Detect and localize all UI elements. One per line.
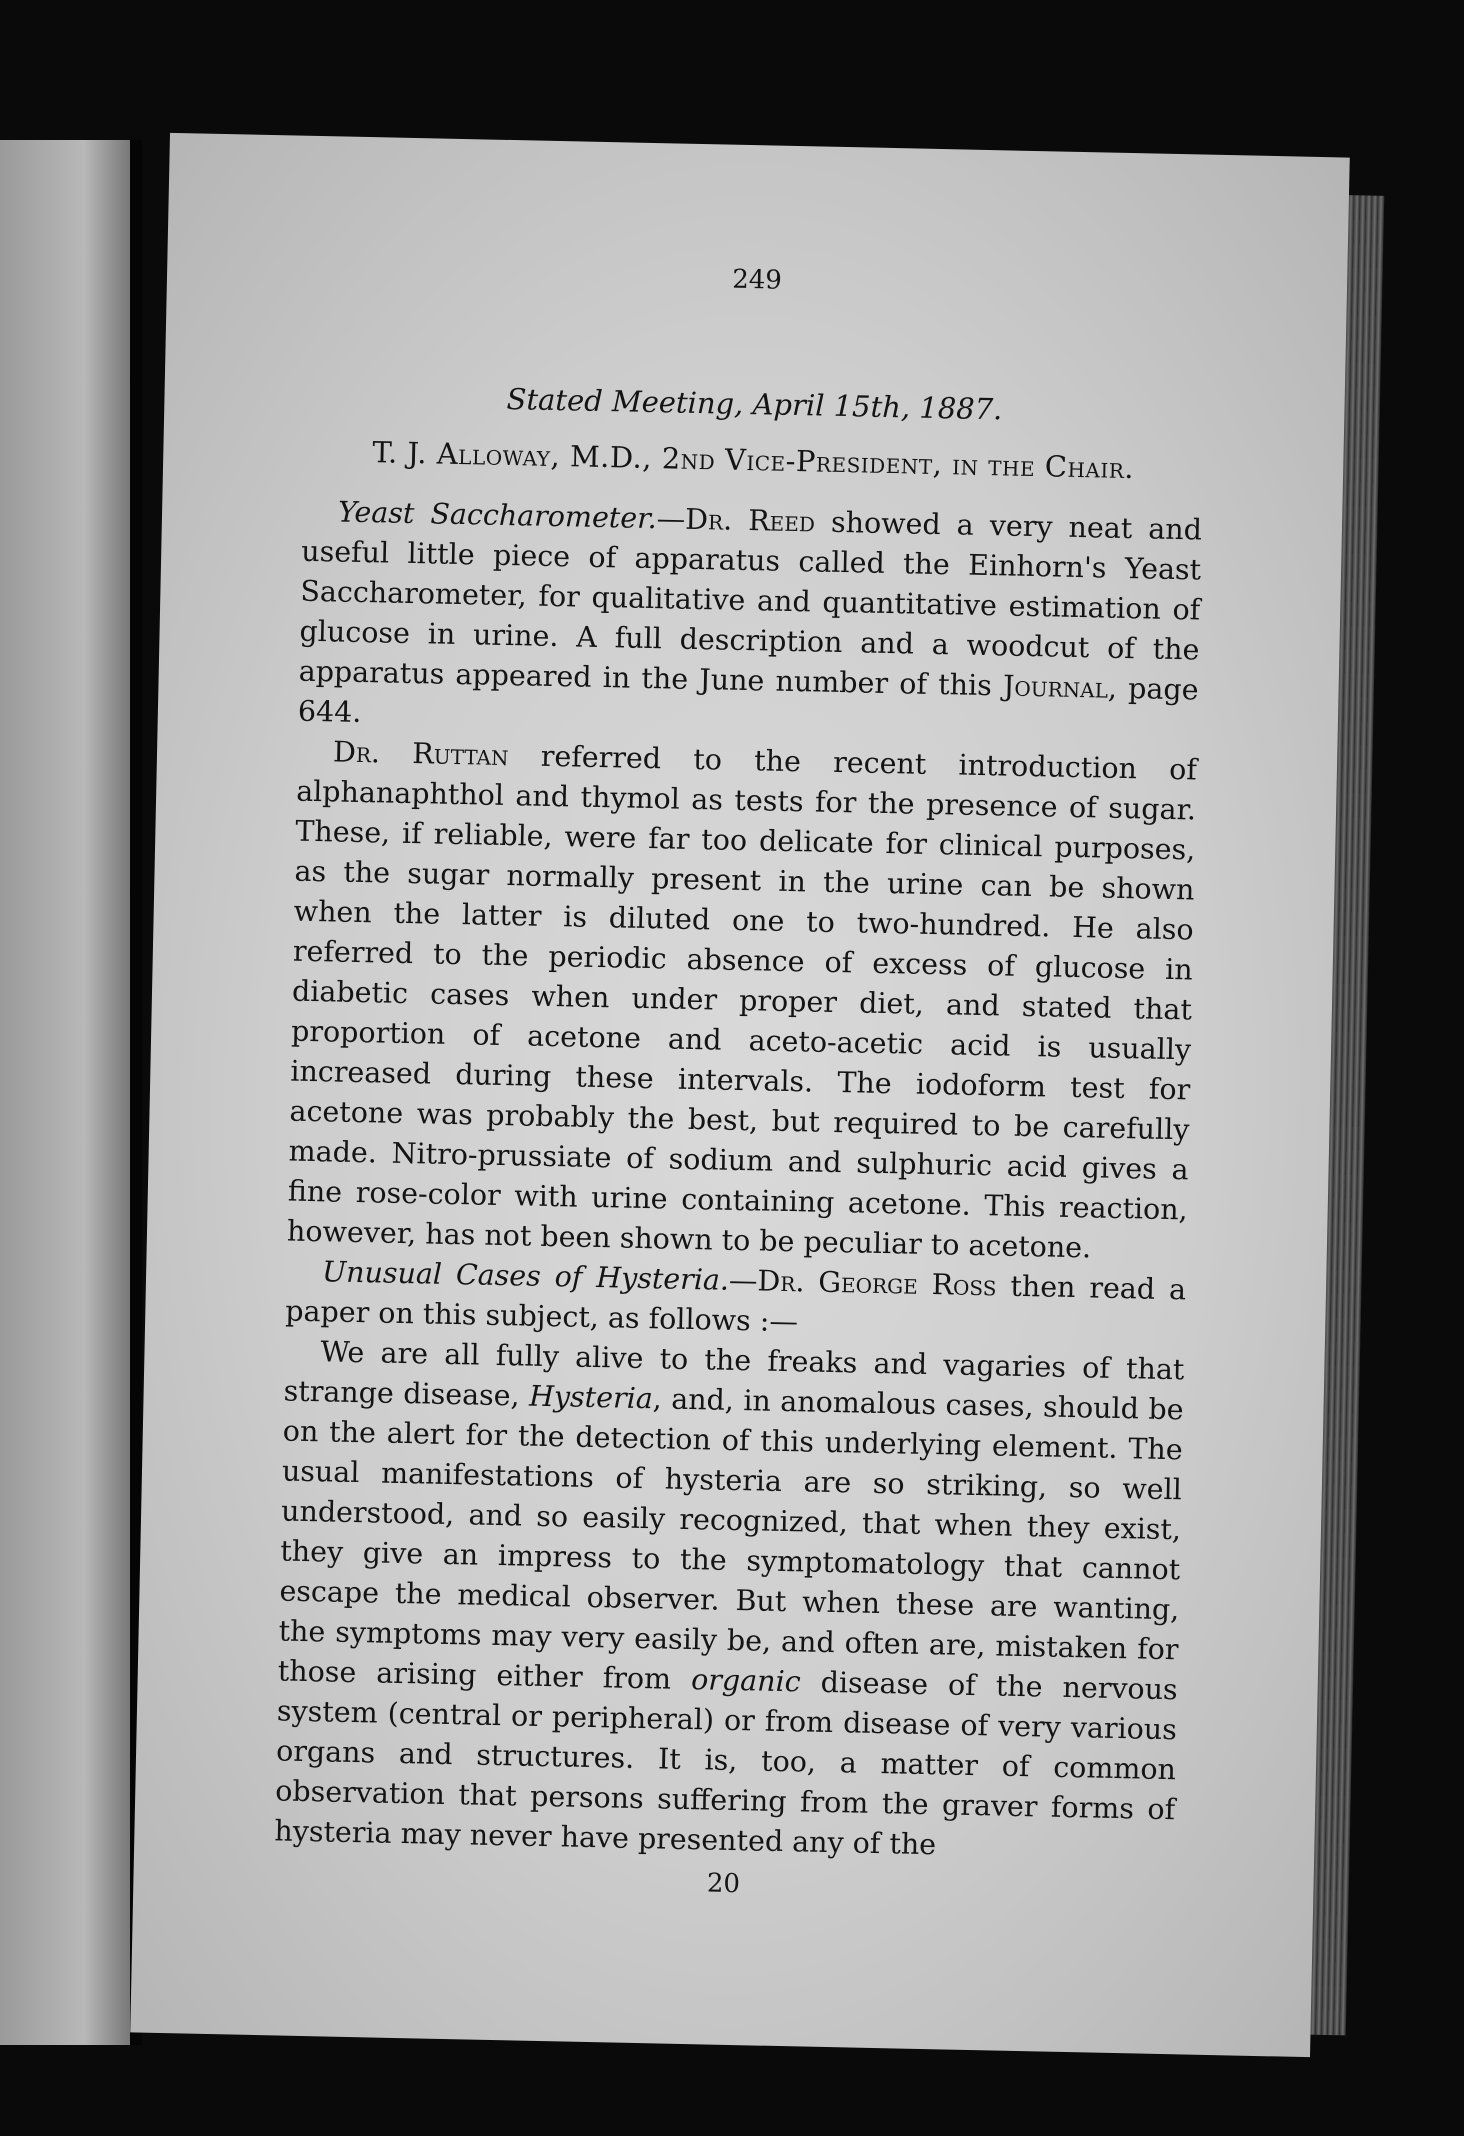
paragraph-ruttan xyxy=(287,732,1198,1271)
book-page xyxy=(130,133,1350,2057)
paragraph-text: referred to the recent introduction of alphanaphthol and thymol as tests for the presence of sugar. These, if reliable, were far too delicate for clinical purposes, as the sugar normally present in the urine can be shown when the latter is diluted one to two-hundred. He also referred to the periodic absence of excess of glucose in diabetic cases when under proper diet, and stated that proportion of acetone and aceto-acetic acid is usually increased during these intervals. The iodoform test for acetone was probably the best, but required to be carefully made. Nitro-prussiate of sodium and sulphuric acid gives a fine rose-color with urine containing acetone. This reaction, however, has not been shown to be peculiar to acetone. xyxy=(286,739,1198,1265)
paragraph-yeast-saccharometer xyxy=(298,492,1203,751)
page-number: 249 xyxy=(731,264,783,296)
speaker-name: Dr. George Ross xyxy=(757,1264,997,1303)
paragraph-text: , page 644. xyxy=(297,671,1199,729)
journal-name: Journal xyxy=(1002,669,1109,705)
page-content xyxy=(273,256,1207,1908)
paragraph-text: disease of the nervous system (central or peripheral) or from disease of very various organs and structures. It is, too, a matter of common observation that persons suffering from the graver forms of hysteria may never have presented any of the xyxy=(274,1665,1178,1862)
section-title: Yeast Saccharometer. xyxy=(337,495,658,536)
chair-line: T. J. Alloway, M.D., 2nd Vice-President, in the Chair. xyxy=(372,435,1135,486)
section-title: Unusual Cases of Hysteria. xyxy=(321,1255,730,1297)
emphasis-term: organic xyxy=(690,1663,801,1699)
signature-folio: 20 xyxy=(706,1868,741,1900)
meeting-heading: Stated Meeting, April 15th, 1887. xyxy=(506,381,1003,427)
dash: — xyxy=(656,502,686,536)
paragraph-text: showed a very neat and useful little piece of apparatus called the Einhorn's Yeast Saccharometer, for qualitative and quantitative estimation of glucose in urine. A full description and a woodcut of the apparatus appeared in the June number of this xyxy=(298,505,1203,703)
paragraph-hysteria-body xyxy=(274,1332,1185,1871)
speaker-name: Dr. Reed xyxy=(684,502,816,539)
speaker-name: Dr. Ruttan xyxy=(332,735,509,773)
facing-page xyxy=(0,140,140,2045)
paragraph-text: We are all fully alive to the freaks and vagaries of that strange disease, xyxy=(283,1335,1185,1413)
emphasis-term: Hysteria xyxy=(528,1379,654,1416)
dash: — xyxy=(728,1263,758,1298)
paragraph-text: then read a paper on this subject, as follows :— xyxy=(285,1269,1187,1339)
paragraph-text: , and, in anomalous cases, should be on the alert for the detection of this underlying element. The usual manifestations of hysteria are so striking, so well understood, and so easily recognized, that when they exist, they give an impress to the symptomatology that cannot escape the medical observer. But when these are wanting, the symptoms may very easily be, and often are, mistaken for those arising either from xyxy=(277,1382,1184,1697)
